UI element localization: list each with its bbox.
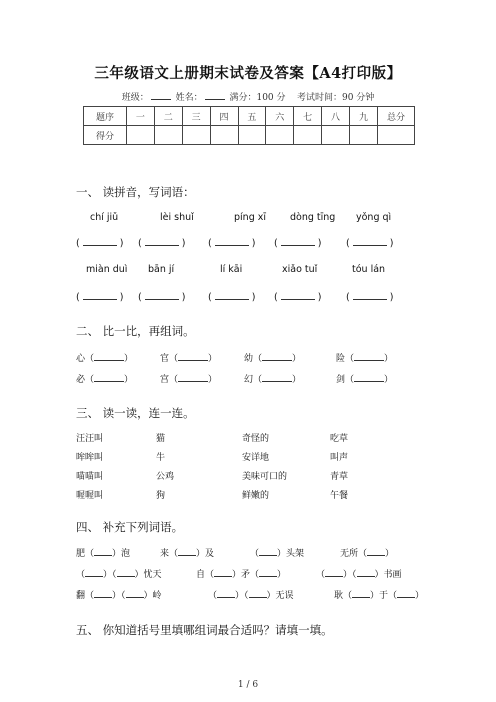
class-blank [151, 91, 171, 100]
match-item[interactable]: 午餐 [330, 491, 349, 501]
score-cell[interactable] [238, 126, 266, 145]
pinyin-2: lèi shuǐ [160, 212, 194, 223]
pinyin-4: dòng tīng [290, 212, 336, 223]
fill-idiom[interactable]: （ ）（ ）忧天 [76, 570, 162, 580]
fill-idiom[interactable]: （ ）（ ）书画 [316, 570, 402, 580]
score-table [83, 106, 415, 145]
pinyin-answer-blank[interactable]: ( ) [208, 238, 256, 249]
section5-heading: 五、 你知道括号里填哪组词最合适吗？请填一填。 [76, 623, 333, 637]
section1-heading: 一、 读拼音，写词语： [76, 185, 195, 199]
score-cell[interactable] [378, 126, 415, 145]
score-cell[interactable] [350, 126, 378, 145]
match-item[interactable]: 鲜嫩的 [242, 491, 270, 501]
pinyin-8: lí kāi [220, 264, 243, 275]
exam-meta [0, 90, 496, 103]
match-item[interactable]: 奇怪的 [242, 434, 270, 444]
score-cell[interactable] [210, 126, 238, 145]
score-cell[interactable] [182, 126, 210, 145]
match-item[interactable]: 喔喔叫 [76, 491, 104, 501]
match-item[interactable]: 猫 [156, 434, 166, 444]
match-item[interactable]: 哞哞叫 [76, 453, 104, 463]
compare-item[interactable]: 心（ ） [76, 354, 134, 364]
pinyin-1: chí jiǔ [90, 212, 119, 223]
score-header-cell: 九 [350, 107, 378, 126]
compare-item[interactable]: 幼（ ） [244, 354, 302, 364]
pinyin-6: miàn duì [86, 264, 128, 275]
fill-idiom[interactable]: 来（ ）及 [160, 549, 215, 559]
compare-item[interactable]: 剑（ ） [336, 375, 394, 385]
exam-time: 考试时间：90 分钟 [296, 93, 375, 103]
pinyin-answer-blank[interactable]: ( ) [274, 292, 322, 303]
class-label: 班级： [121, 93, 149, 103]
compare-item[interactable]: 幻（ ） [244, 375, 302, 385]
score-cell[interactable] [294, 126, 322, 145]
pinyin-answer-blank[interactable]: ( ) [76, 238, 124, 249]
pinyin-9: xiǎo tuǐ [282, 264, 318, 275]
fill-idiom[interactable]: 翻（ ）（ ）岭 [76, 591, 162, 601]
score-value-row [84, 126, 415, 145]
name-blank [205, 91, 225, 100]
pinyin-answer-blank[interactable]: ( ) [274, 238, 322, 249]
fill-idiom[interactable]: 自（ ）矛（ ） [196, 570, 287, 580]
compare-item[interactable]: 官（ ） [160, 354, 218, 364]
match-item[interactable]: 安详地 [242, 453, 270, 463]
score-cell[interactable] [127, 126, 155, 145]
compare-item[interactable]: 险（ ） [336, 354, 394, 364]
match-item[interactable]: 公鸡 [156, 472, 175, 482]
page-number: 1 / 6 [237, 680, 259, 690]
compare-item[interactable]: 必（ ） [76, 375, 134, 385]
section3-heading: 三、 读一读，连一连。 [76, 406, 195, 420]
page-title: 三年级语文上册期末试卷及答案【A4打印版】 [94, 65, 402, 82]
fill-idiom[interactable]: （ ）（ ）无误 [208, 591, 294, 601]
score-header-cell: 题序 [84, 107, 127, 126]
full-score: 满分：100 分 [229, 93, 286, 103]
score-header-cell: 六 [266, 107, 294, 126]
score-header-cell: 一 [127, 107, 155, 126]
match-item[interactable]: 叫声 [330, 453, 349, 463]
score-header-cell: 三 [182, 107, 210, 126]
fill-idiom[interactable]: （ ）头架 [250, 549, 305, 559]
section4-heading: 四、 补充下列词语。 [76, 520, 184, 534]
pinyin-answer-blank[interactable]: ( ) [208, 292, 256, 303]
score-row-label: 得分 [84, 126, 127, 145]
match-item[interactable]: 喵喵叫 [76, 472, 104, 482]
match-item[interactable]: 青草 [330, 472, 349, 482]
score-header-cell: 八 [322, 107, 350, 126]
match-item[interactable]: 狗 [156, 491, 166, 501]
pinyin-answer-blank[interactable]: ( ) [76, 292, 124, 303]
score-header-cell: 二 [154, 107, 182, 126]
match-item[interactable]: 吃草 [330, 434, 349, 444]
pinyin-7: bān jí [148, 264, 175, 275]
score-header-cell: 四 [210, 107, 238, 126]
compare-item[interactable]: 宫（ ） [160, 375, 218, 385]
match-item[interactable]: 牛 [156, 453, 166, 463]
fill-idiom[interactable]: 肥（ ）泡 [76, 549, 131, 559]
name-label: 姓名： [175, 93, 203, 103]
pinyin-answer-blank[interactable]: ( ) [346, 292, 394, 303]
fill-idiom[interactable]: 无所（ ） [340, 549, 395, 559]
pinyin-answer-blank[interactable]: ( ) [346, 238, 394, 249]
pinyin-3: píng xī [234, 212, 267, 223]
score-cell[interactable] [154, 126, 182, 145]
score-header-cell: 总分 [378, 107, 415, 126]
score-header-cell: 五 [238, 107, 266, 126]
pinyin-10: tóu lán [352, 264, 386, 275]
match-item[interactable]: 美味可口的 [242, 472, 288, 482]
pinyin-5: yǒng qì [356, 212, 392, 223]
section2-heading: 二、 比一比，再组词。 [76, 324, 195, 338]
match-item[interactable]: 汪汪叫 [76, 434, 104, 444]
pinyin-answer-blank[interactable]: ( ) [138, 292, 186, 303]
score-header-cell: 七 [294, 107, 322, 126]
score-cell[interactable] [322, 126, 350, 145]
fill-idiom[interactable]: 耿（ ）于（ ） [334, 591, 425, 601]
score-header-row [84, 107, 415, 126]
score-cell[interactable] [266, 126, 294, 145]
pinyin-answer-blank[interactable]: ( ) [138, 238, 186, 249]
